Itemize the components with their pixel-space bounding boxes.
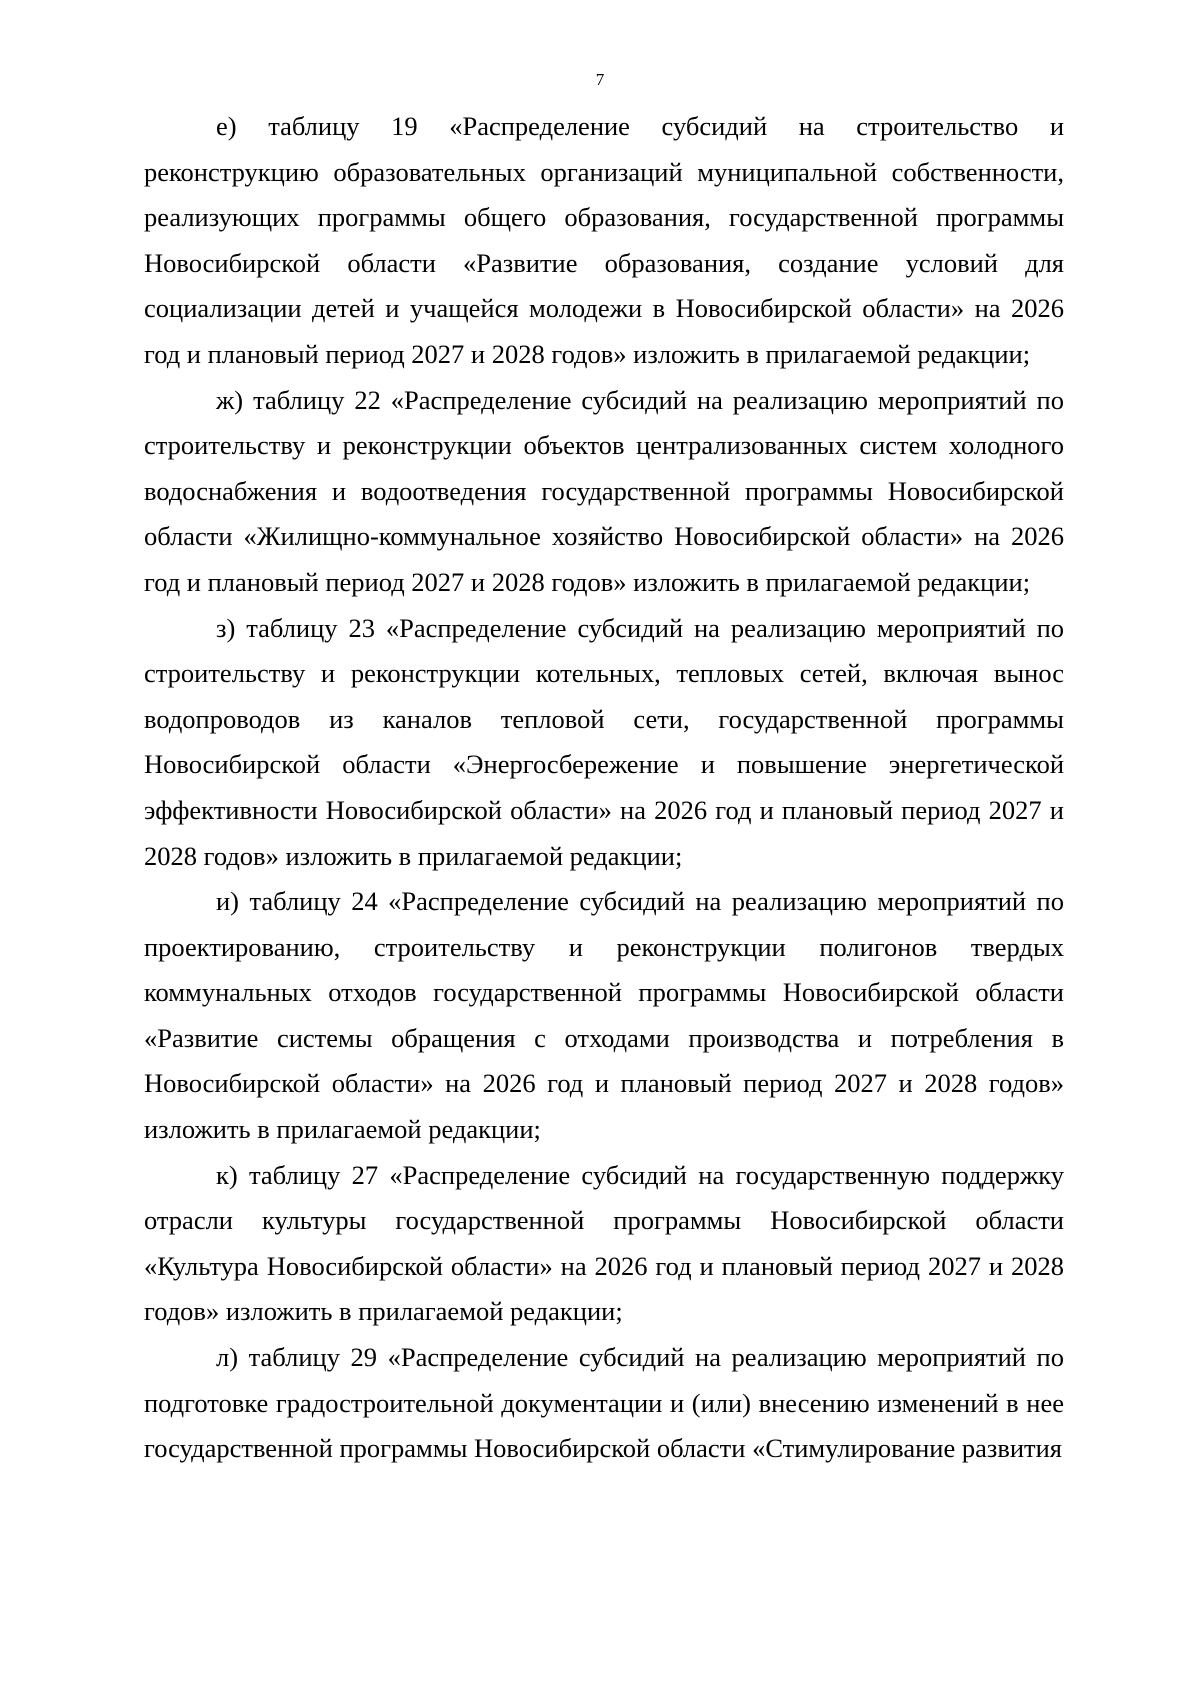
- paragraph-i-table-24: и) таблицу 24 «Распределение субсидий на реализацию мероприятий по проектированию, строительству и реконструкции полигонов твердых коммунальных отходов государственной программы Новосибирской области «Развитие системы обращения с отходами производства и потребления в Новосибирской области» на 2026 год и плановый период 2027 и 2028 годов» изложить в прилагаемой редакции;: [144, 886, 1064, 1145]
- paragraph-zh-table-22: ж) таблицу 22 «Распределение субсидий на реализацию мероприятий по строительству и реконструкции объектов централизованных систем холодного водоснабжения и водоотведения государственной программы Новосибирской области «Жилищно-коммунальное хозяйство Новосибирской области» на 2026 год и плановый период 2027 и 2028 годов» изложить в прилагаемой редакции;: [144, 384, 1064, 597]
- paragraph-l-table-29: л) таблицу 29 «Распределение субсидий на реализацию мероприятий по подготовке градостроительной документации и (или) внесению изменений в нее государственной программы Новосибирской области «Стимулирование развития: [144, 1342, 1064, 1464]
- paragraph-z-table-23: з) таблицу 23 «Распределение субсидий на реализацию мероприятий по строительству и реконструкции котельных, тепловых сетей, включая вынос водопроводов из каналов тепловой сети, государственной программы Новосибирской области «Энергосбережение и повышение энергетической эффективности Новосибирской области» на 2026 год и плановый период 2027 и 2028 годов» изложить в прилагаемой редакции;: [144, 612, 1064, 871]
- paragraph-k-table-27: к) таблицу 27 «Распределение субсидий на государственную поддержку отрасли культуры государственной программы Новосибирской области «Культура Новосибирской области» на 2026 год и плановый период 2027 и 2028 годов» изложить в прилагаемой редакции;: [144, 1159, 1064, 1327]
- page-number: 7: [595, 70, 605, 89]
- paragraph-e-table-19: е) таблицу 19 «Распределение субсидий на строительство и реконструкцию образовательных организаций муниципальной собственности, реализующих программы общего образования, государственной программы Новосибирской области «Развитие образования, создание условий для социализации детей и учащейся молодежи в Новосибирской области» на 2026 год и плановый период 2027 и 2028 годов» изложить в прилагаемой редакции;: [144, 111, 1064, 369]
- document-body: [144, 104, 1064, 1472]
